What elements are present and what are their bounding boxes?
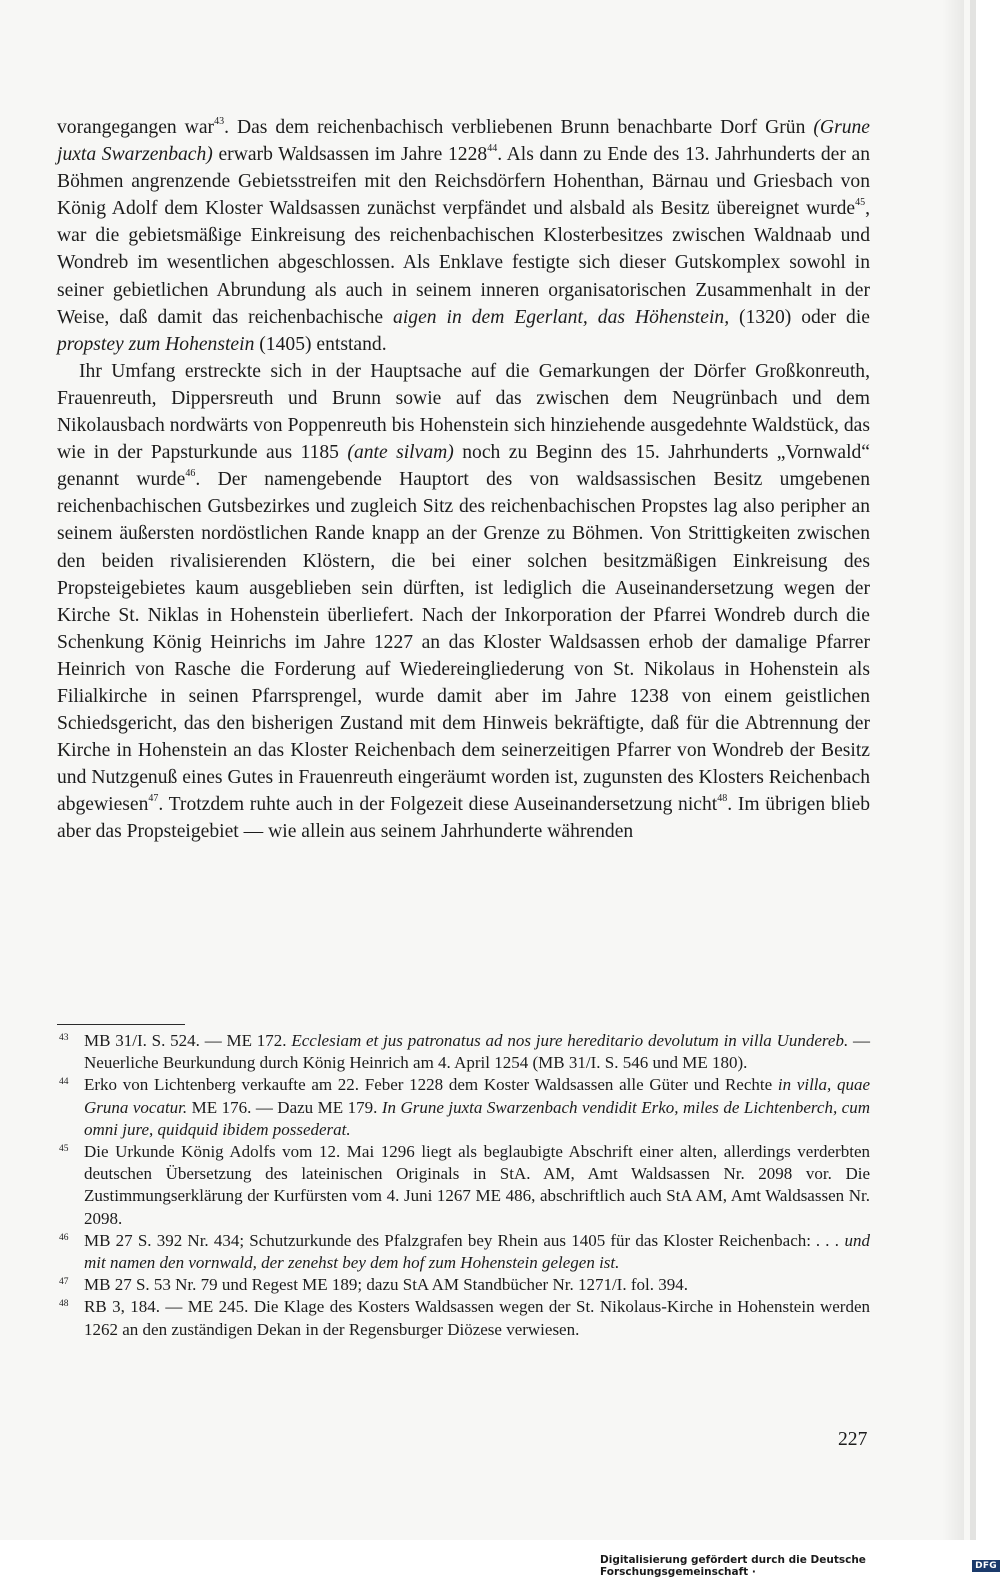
- body-text: [57, 114, 870, 846]
- footnote-separator: [57, 1024, 185, 1025]
- footnote-text: MB 31/I. S. 524. — ME 172. Ecclesiam et jus patronatus ad nos jure hereditario devolutum in villa Uundereb. — Neuerliche Beurkundung durch König Heinrich am 4. April 1254 (MB 31/I. S. 546 und ME 180).: [84, 1031, 870, 1073]
- footnote: [57, 1296, 870, 1340]
- digitization-credit: [600, 1553, 1000, 1579]
- footnote-number: 48: [59, 1299, 69, 1310]
- footnote-text: Die Urkunde König Adolfs vom 12. Mai 1296 liegt als beglaubigte Abschrift einer alten, allerdings verderbten deutschen Übersetzung des lateinischen Originals in StA. AM, Amt Waldsassen Nr. 2098 vor. Die Zustimmungserklärung der Kurfürsten vom 4. Juni 1267 ME 486, abschriftlich auch StA AM, Amt Waldsassen Nr. 2098.: [84, 1142, 870, 1228]
- page-edge-shadow: [942, 0, 964, 1540]
- footnote-text: MB 27 S. 53 Nr. 79 und Regest ME 189; dazu StA AM Standbücher Nr. 1271/I. fol. 394.: [84, 1275, 688, 1295]
- paragraph: vorangegangen war$^{43}$. Das dem reichenbachisch verbliebenen Brunn benachbarte Dorf Grün (Grune juxta Swarzenbach) erwarb Waldsassen im Jahre 1228$^{44}$. Als dann zu Ende des 13. Jahrhunderts der an Böhmen angrenzende Gebietsstreifen mit den Reichsdörfern Hohenthan, Bärnau und Griesbach von König Adolf dem Kloster Waldsassen zunächst verpfändet und alsbald als Besitz übereignet wurde$^{45}$, war die gebietsmäßige Einkreisung des reichenbachischen Klosterbesitzes zwischen Waldnaab und Wondreb im wesentlichen abgeschlossen. Als Enklave festigte sich dieser Gutskomplex sowohl in seiner gebietlichen Abrundung als auch in seinem inneren organisatorischen Zusammenhalt in der Weise, daß damit das reichenbachische aigen in dem Egerlant, das Höhenstein, (1320) oder die propstey zum Hohenstein (1405) entstand.: [57, 116, 870, 355]
- footnote-text: MB 27 S. 392 Nr. 434; Schutzurkunde des Pfalzgrafen bey Rhein aus 1405 für das Kloster Reichenbach: . . . und mit namen den vornwald, der zenehst bey dem hof zum Hohenstein gelegen ist.: [84, 1230, 871, 1273]
- italic-run: propstey zum Hohenstein: [57, 333, 255, 355]
- footnote-ref: 47: [148, 793, 159, 805]
- footnote-ref: 44: [487, 143, 498, 155]
- footnote-ref: 46: [185, 468, 196, 480]
- dfg-logo: DFG: [972, 1560, 1000, 1572]
- credit-text: Digitalisierung gefördert durch die Deutsche Forschungsgemeinschaft ·: [600, 1554, 866, 1578]
- italic-run: In Grune juxta Swarzenbach vendidit Erko, miles de Lichtenberch, cum omni jure, quidquid ibidem possederat.: [84, 1097, 870, 1139]
- paragraph: Ihr Umfang erstreckte sich in der Hauptsache auf die Gemarkungen der Dörfer Großkonreuth, Frauenreuth, Dippersreuth und Brunn sowie auf das zwischen dem Neugrünbach und dem Nikolausbach nordwärts von Poppenreuth bis Hohenstein sich hinziehende ausgedehnte Waldstück, das wie in der Papsturkunde aus 1185 (ante silvam) noch zu Beginn des 15. Jahrhunderts „Vornwald“ genannt wurde$^{46}$. Der namengebende Hauptort des von waldsassischen Besitz umgebenen reichenbachischen Gutsbezirkes und zugleich Sitz des reichenbachischen Propstes lag also peripher an seinem äußersten nordöstlichen Rande knapp an der Grenze zu Böhmen. Von Strittigkeiten zwischen den beiden rivalisierenden Klöstern, die bei einer solchen besitzmäßigen Einkreisung des Propsteigebietes kaum ausgeblieben sein dürften, ist lediglich die Auseinandersetzung wegen der Kirche St. Niklas in Hohenstein überliefert. Nach der Inkorporation der Pfarrei Wondreb durch die Schenkung König Heinrichs im Jahre 1227 an das Kloster Waldsassen erhob der damalige Pfarrer Heinrich von Rasche die Forderung auf Wiedereingliederung von St. Nikolaus in Hohenstein als Filialkirche in seinen Pfarrsprengel, wurde damit aber im Jahre 1238 von einem geistlichen Schiedsgericht, das den bisherigen Zustand mit dem Hinweis bekräftigte, daß für die Abtrennung der Kirche in Hohenstein an das Kloster Reichenbach dem seinerzeitigen Pfarrer von Wondreb der Besitz und Nutzgenuß eines Gutes in Frauenreuth eingeräumt worden ist, zugunsten des Klosters Reichenbach abgewiesen$^{47}$. Trotzdem ruhte auch in der Folgezeit diese Auseinandersetzung nicht$^{48}$. Im übrigen blieb aber das Propsteigebiet — wie allein aus seinem Jahrhunderte währenden: [57, 360, 871, 843]
- italic-run: Ecclesiam et jus patronatus ad nos jure hereditario devolutum in villa Uundereb.: [291, 1031, 849, 1050]
- footnote: [57, 1274, 870, 1296]
- footnote-number: 45: [59, 1144, 69, 1155]
- page-number: 227: [838, 1429, 868, 1450]
- footnotes: [57, 1030, 870, 1341]
- footnote-number: 47: [59, 1277, 69, 1288]
- footnote-ref: 45: [855, 197, 866, 209]
- footnote: [57, 1141, 870, 1230]
- footnote-number: 44: [59, 1077, 69, 1088]
- footnote-text: RB 3, 184. — ME 245. Die Klage des Kosters Waldsassen wegen der St. Nikolaus-Kirche in Hohenstein werden 1262 an den zuständigen Dekan in der Regensburger Diözese verwiesen.: [84, 1297, 870, 1339]
- footnote-number: 46: [59, 1232, 69, 1243]
- footnote: [57, 1074, 870, 1141]
- italic-run: . . . und mit namen den vornwald, der zenehst bey dem hof zum Hohenstein gelegen ist.: [84, 1230, 871, 1273]
- italic-run: (ante silvam): [347, 442, 454, 464]
- footnote-ref: 43: [214, 116, 225, 127]
- footnote: [57, 1030, 870, 1074]
- italic-run: (Grune juxta Swarzenbach): [57, 117, 870, 166]
- footnote-ref: 48: [717, 793, 728, 805]
- italic-run: in villa, quae Gruna vocatur.: [84, 1075, 871, 1117]
- footnote: [57, 1230, 870, 1274]
- footnote-number: 43: [59, 1033, 69, 1043]
- italic-run: aigen in dem Egerlant, das Höhenstein,: [393, 306, 730, 328]
- footnote-text: Erko von Lichtenberg verkaufte am 22. Feber 1228 dem Koster Waldsassen alle Güter und Rechte in villa, quae Gruna vocatur. ME 176. — Dazu ME 179. In Grune juxta Swarzenbach vendidit Erko, miles de Lichtenberch, cum omni jure, quidquid ibidem possederat.: [84, 1075, 871, 1139]
